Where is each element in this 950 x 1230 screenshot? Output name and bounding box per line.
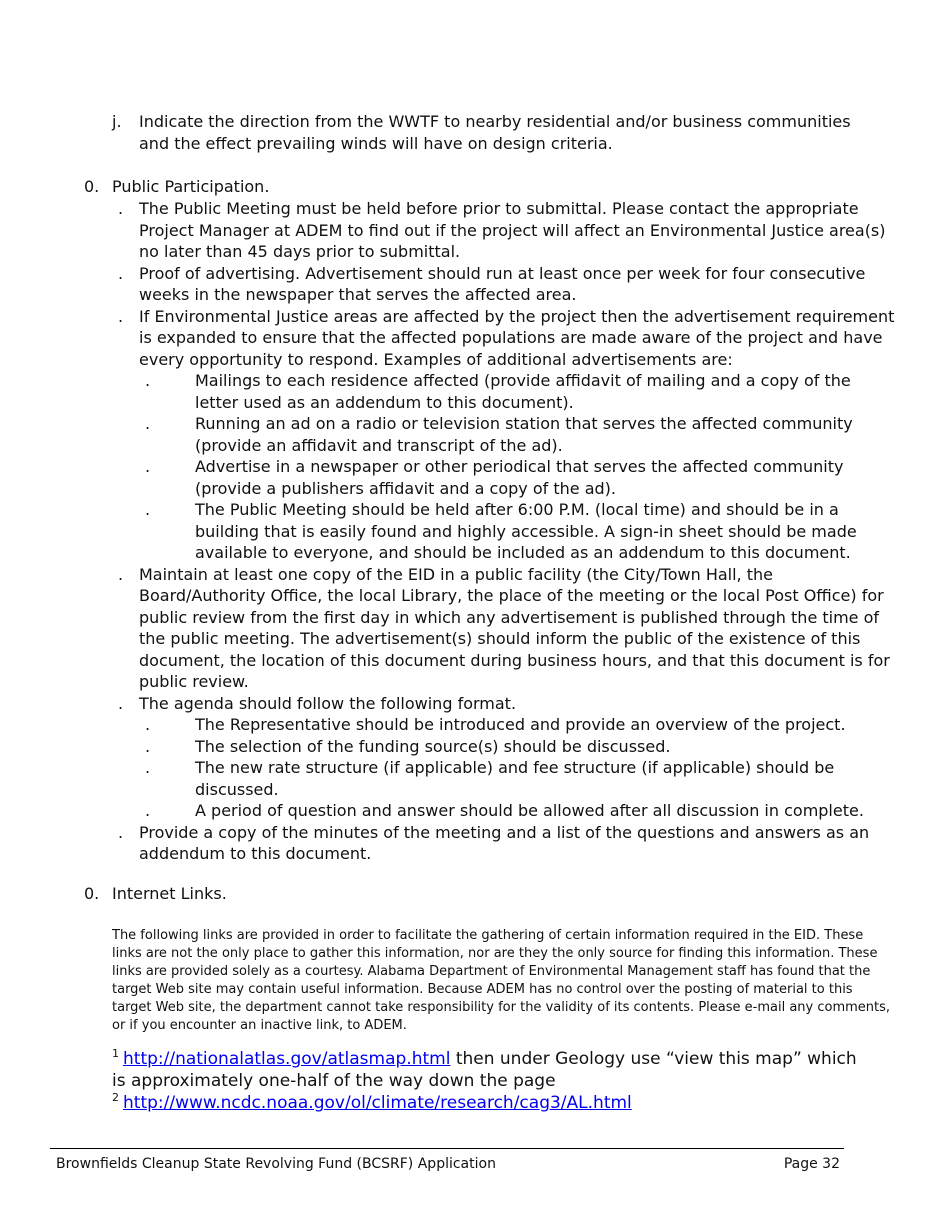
sub-list-item xyxy=(0,456,950,499)
list-item-text: Proof of advertising. Advertisement should run at least once per week for four consecutive weeks in the newspaper that serves the affected area. xyxy=(139,263,866,304)
bullet-marker: . xyxy=(145,758,151,777)
bullet-marker: . xyxy=(118,263,124,283)
ncdc-noaa-link[interactable]: http://www.ncdc.noaa.gov/ol/climate/research/cag3/AL.html xyxy=(123,1093,632,1113)
links-list xyxy=(112,1048,872,1114)
list-item xyxy=(0,693,950,715)
section-heading-public-participation xyxy=(0,176,950,198)
bullet-marker: . xyxy=(145,736,151,756)
list-item-text: Indicate the direction from the WWTF to nearby residential and/or business communities and the effect prevailing winds will have on design criteria. xyxy=(139,112,851,153)
bullet-marker: . xyxy=(118,822,124,842)
footnote-number: 2 xyxy=(112,1091,119,1105)
list-item xyxy=(0,198,950,263)
list-item xyxy=(0,306,950,371)
list-item xyxy=(0,822,950,865)
section-number: 0. xyxy=(84,177,100,196)
list-item-text: Running an ad on a radio or television station that serves the affected community (provide an affidavit and transcript of the ad). xyxy=(195,414,853,455)
bullet-marker: . xyxy=(118,693,124,713)
sub-list-item xyxy=(0,800,950,822)
section-title: Internet Links. xyxy=(112,884,227,903)
list-item-text: Provide a copy of the minutes of the meeting and a list of the questions and answers as an addendum to this document. xyxy=(139,822,870,863)
bullet-marker: . xyxy=(145,414,151,433)
list-item-text: Maintain at least one copy of the EID in a public facility (the City/Town Hall, the Board/Authority Office, the local Library, the place of the meeting or the local Post Office) for public review from the first day in which any advertisement is published through the time of the public meeting. The advertisement(s) should inform the public of the existence of this document, the location of this document during business hours, and that this document is for public review. xyxy=(139,564,890,691)
list-item-text: The Public Meeting should be held after 6:00 P.M. (local time) and should be in a building that is easily found and highly accessible. A sign-in sheet should be made available to everyone, and should be included as an addendum to this document. xyxy=(195,500,857,562)
bullet-marker: . xyxy=(118,564,124,584)
public-participation-list xyxy=(0,198,950,865)
list-item-text: Mailings to each residence affected (provide affidavit of mailing and a copy of the letter used as an addendum to this document). xyxy=(195,371,851,412)
footer-divider xyxy=(50,1148,844,1149)
bullet-marker: . xyxy=(145,457,151,476)
footer-title: Brownfields Cleanup State Revolving Fund (BCSRF) Application xyxy=(56,1156,496,1172)
list-item-text: If Environmental Justice areas are affected by the project then the advertisement requirement is expanded to ensure that the affected populations are made aware of the project and have every opportunity to respond. Examples of additional advertisements are: xyxy=(139,306,895,369)
list-item-text: A period of question and answer should be allowed after all discussion in complete. xyxy=(195,801,864,820)
link-footnote-1 xyxy=(112,1048,872,1092)
section-title: Public Participation. xyxy=(112,177,270,196)
list-item-j xyxy=(0,111,950,154)
sub-list-item xyxy=(0,413,950,456)
list-item xyxy=(0,564,950,693)
list-item-text: The Representative should be introduced and provide an overview of the project. xyxy=(195,715,846,734)
list-marker: j. xyxy=(112,112,122,131)
section-heading-internet-links xyxy=(0,883,950,905)
link-description: then under Geology use “view this map” which is approximately one-half of the way down the page xyxy=(112,1049,857,1091)
sub-list-item xyxy=(0,757,950,800)
sub-list-item xyxy=(0,736,950,758)
bullet-marker: . xyxy=(145,500,151,519)
sub-list-item xyxy=(0,714,950,736)
list-item xyxy=(0,263,950,306)
list-item-text: The new rate structure (if applicable) and fee structure (if applicable) should be discussed. xyxy=(195,758,835,799)
list-item-text: The selection of the funding source(s) should be discussed. xyxy=(195,736,671,756)
list-item-text: The agenda should follow the following format. xyxy=(139,693,517,713)
bullet-marker: . xyxy=(118,306,124,326)
bullet-marker: . xyxy=(145,801,151,820)
section-number: 0. xyxy=(84,884,100,903)
bullet-marker: . xyxy=(118,199,124,218)
bullet-marker: . xyxy=(145,715,151,734)
sub-list-item xyxy=(0,499,950,564)
list-item-text: Advertise in a newspaper or other periodical that serves the affected community (provide a publishers affidavit and a copy of the ad). xyxy=(195,457,844,498)
page-number: Page 32 xyxy=(783,1156,840,1172)
footnote-number: 1 xyxy=(112,1047,119,1061)
sub-list-item xyxy=(0,370,950,413)
links-intro-paragraph: The following links are provided in order to facilitate the gathering of certain information required in the EID. These links are not the only place to gather this information, nor are they the only source for finding this information. These links are provided solely as a courtesy. Alabama Department of Environmental Management staff has found that the target Web site may contain useful information. Because ADEM has no control over the posting of material to this target Web site, the department cannot take responsibility for the validity of its contents. Please e-mail any comments, or if you encounter an inactive link, to ADEM. xyxy=(112,928,891,1033)
bullet-marker: . xyxy=(145,371,151,390)
list-item-text: The Public Meeting must be held before prior to submittal. Please contact the appropriate Project Manager at ADEM to find out if the project will affect an Environmental Justice area(s) no later than 45 days prior to submittal. xyxy=(139,199,886,261)
nationalatlas-link[interactable]: http://nationalatlas.gov/atlasmap.html xyxy=(123,1049,451,1069)
link-footnote-2 xyxy=(112,1092,872,1114)
